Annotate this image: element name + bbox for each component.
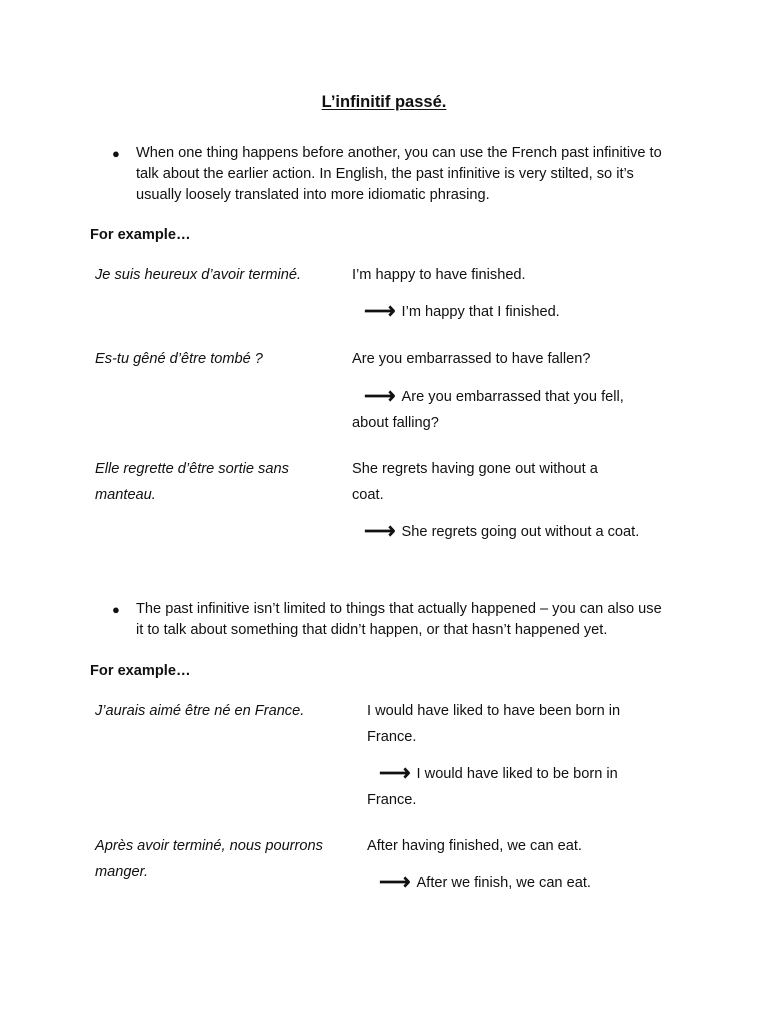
idiomatic-text: Are you embarrassed that you fell, about falling? [352, 389, 624, 431]
bullet-text: The past infinitive isn’t limited to things that actually happened – you can also use it to talk about something that didn’t happen, or that hasn’t happened yet. [136, 601, 662, 638]
bullet-icon: ● [112, 602, 120, 617]
arrow-right-icon: ⟶ [364, 383, 396, 408]
for-example-label: For example… [90, 663, 191, 679]
french-example: Je suis heureux d’avoir terminé. [95, 267, 302, 283]
french-example: Es-tu gêné d’être tombé ? [95, 351, 263, 367]
bullet-icon: ● [112, 146, 120, 161]
english-translation: She regrets having gone out without a coat. [352, 461, 598, 503]
idiomatic-text: I’m happy that I finished. [401, 304, 560, 320]
french-example: J’aurais aimé être né en France. [95, 703, 305, 719]
idiomatic-text: I would have liked to be born in France. [367, 766, 618, 808]
english-translation: After having finished, we can eat. [367, 838, 582, 854]
french-example: Elle regrette d’être sortie sans manteau. [95, 461, 289, 503]
idiomatic-translation [352, 519, 652, 545]
idiomatic-text: She regrets going out without a coat. [401, 524, 640, 540]
idiomatic-text: After we finish, we can eat. [416, 875, 591, 891]
arrow-right-icon: ⟶ [379, 760, 411, 785]
idiomatic-translation [352, 384, 642, 436]
idiomatic-translation [367, 761, 627, 813]
for-example-label: For example… [90, 227, 191, 243]
arrow-right-icon: ⟶ [364, 298, 396, 323]
idiomatic-translation [352, 299, 642, 325]
english-translation: Are you embarrassed to have fallen? [352, 351, 591, 367]
arrow-right-icon: ⟶ [379, 869, 411, 894]
bullet-text: When one thing happens before another, you can use the French past infinitive to talk about the earlier action. In English, the past infinitive is very stilted, so it’s usually loosely translated into more idiomatic phrasing. [136, 145, 662, 203]
french-example: Après avoir terminé, nous pourrons manger. [95, 838, 323, 880]
arrow-right-icon: ⟶ [364, 518, 396, 543]
english-translation: I’m happy to have finished. [352, 267, 526, 283]
idiomatic-translation [367, 870, 642, 896]
page-title: L’infinitif passé. [321, 93, 447, 111]
english-translation: I would have liked to have been born in France. [367, 703, 621, 745]
